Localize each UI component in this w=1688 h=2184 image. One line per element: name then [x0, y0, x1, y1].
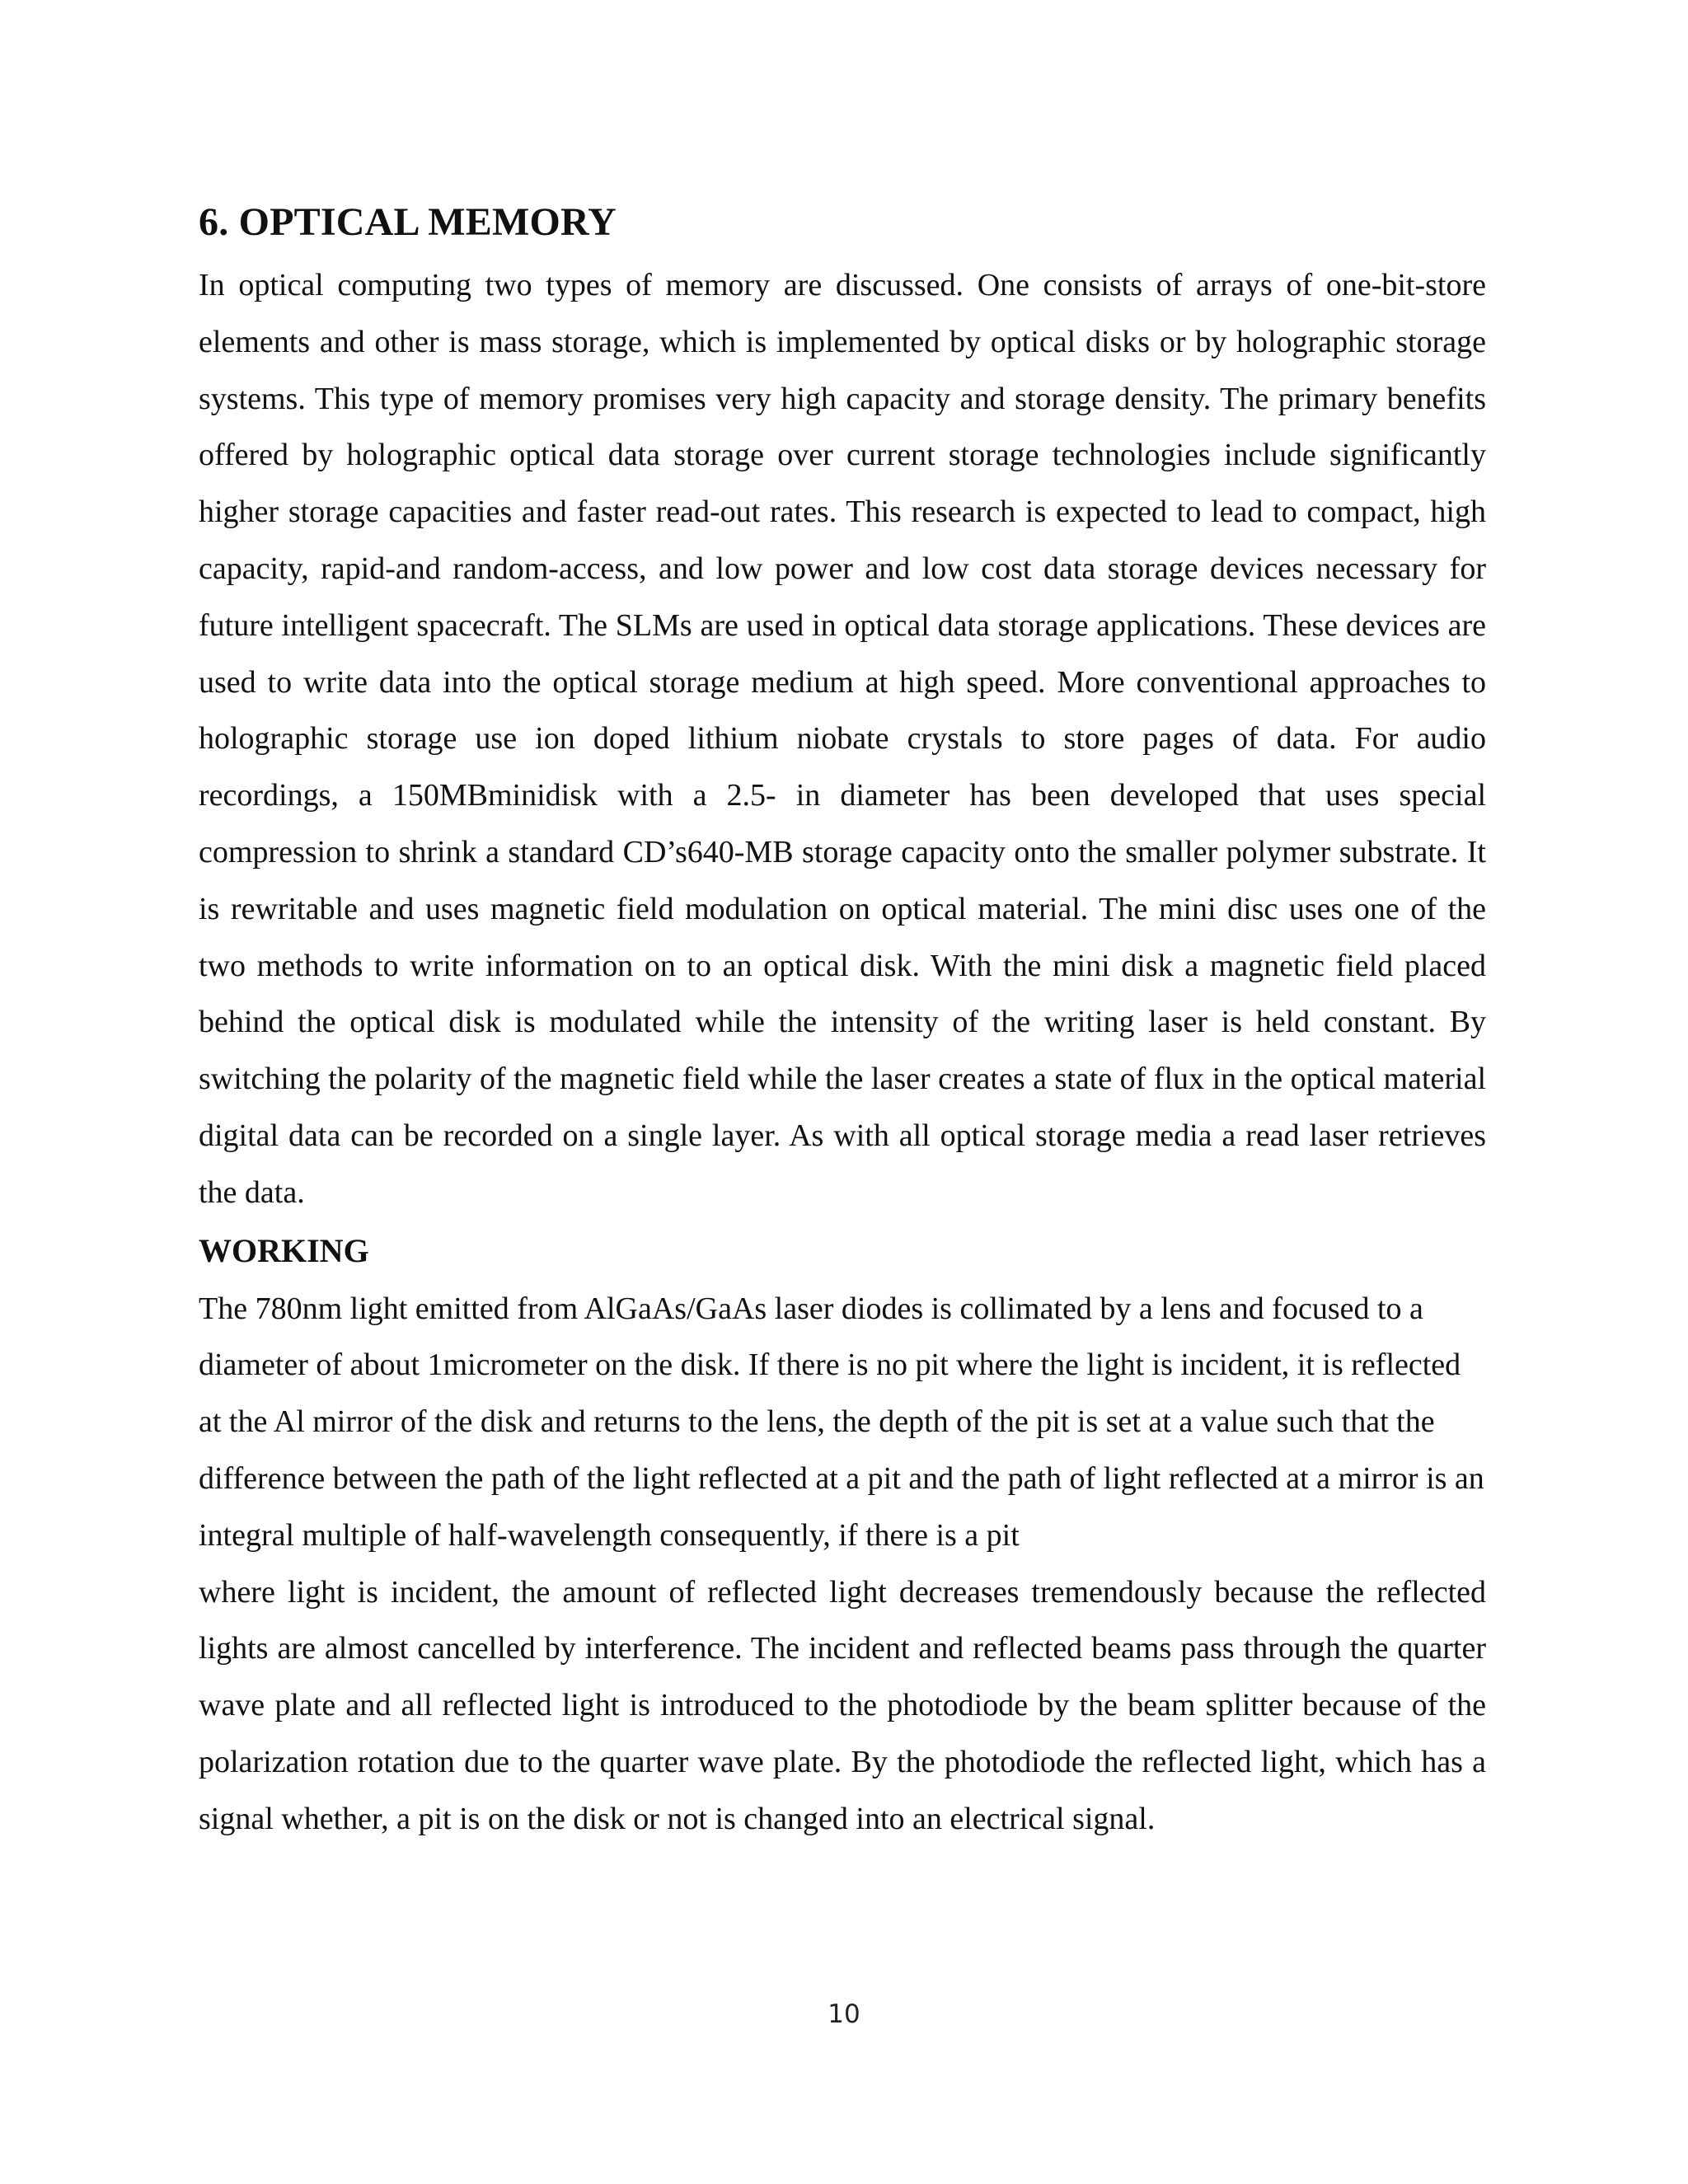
page-number: 10: [828, 1999, 860, 2029]
page-content: [199, 196, 1486, 1848]
working-heading: WORKING: [199, 1231, 369, 1269]
optical-memory-paragraph: In optical computing two types of memory are discussed. One consists of arrays of one-bit-store elements and other is mass storage, which is implemented by optical disks or by holographic storage systems. This type of memory promises very high capacity and storage density. The primary benefits offered by holographic optical data storage over current storage technologies include significantly higher storage capacities and faster read-out rates. This research is expected to lead to compact, high capacity, rapid-and random-access, and low power and low cost data storage devices necessary for future intelligent spacecraft. The SLMs are used in optical data storage applications. These devices are used to write data into the optical storage medium at high speed. More conventional approaches to holographic storage use ion doped lithium niobate crystals to store pages of data. For audio recordings, a 150MBminidisk with a 2.5- in diameter has been developed that uses special compression to shrink a standard CD’s640-MB storage capacity onto the smaller polymer substrate. It is rewritable and uses magnetic field modulation on optical material. The mini disc uses one of the two methods to write information on to an optical disk. With the mini disk a magnetic field placed behind the optical disk is modulated while the intensity of the writing laser is held constant. By switching the polarity of the magnetic field while the laser creates a state of flux in the optical material digital data can be recorded on a single layer. As with all optical storage media a read laser retrieves the data.: [199, 268, 1486, 1210]
working-paragraph-part1: The 780nm light emitted from AlGaAs/GaAs laser diodes is collimated by a lens and focused to a diameter of about 1micrometer on the disk. If there is no pit where the light is incident, it is reflected at the Al mirror of the disk and returns to the lens, the depth of the pit is set at a value such that the difference between the path of the light reflected at a pit and the path of light reflected at a mirror is an integral multiple of half-wavelength consequently, if there is a pit: [199, 1291, 1484, 1553]
section-title: 6. OPTICAL MEMORY: [199, 200, 617, 244]
working-paragraph-part2: where light is incident, the amount of reflected light decreases tremendously because the reflected lights are almost cancelled by interference. The incident and reflected beams pass through the quarter wave plate and all reflected light is introduced to the photodiode by the beam splitter because of the polarization rotation due to the quarter wave plate. By the photodiode the reflected light, which has a signal whether, a pit is on the disk or not is changed into an electrical signal.: [199, 1574, 1486, 1836]
